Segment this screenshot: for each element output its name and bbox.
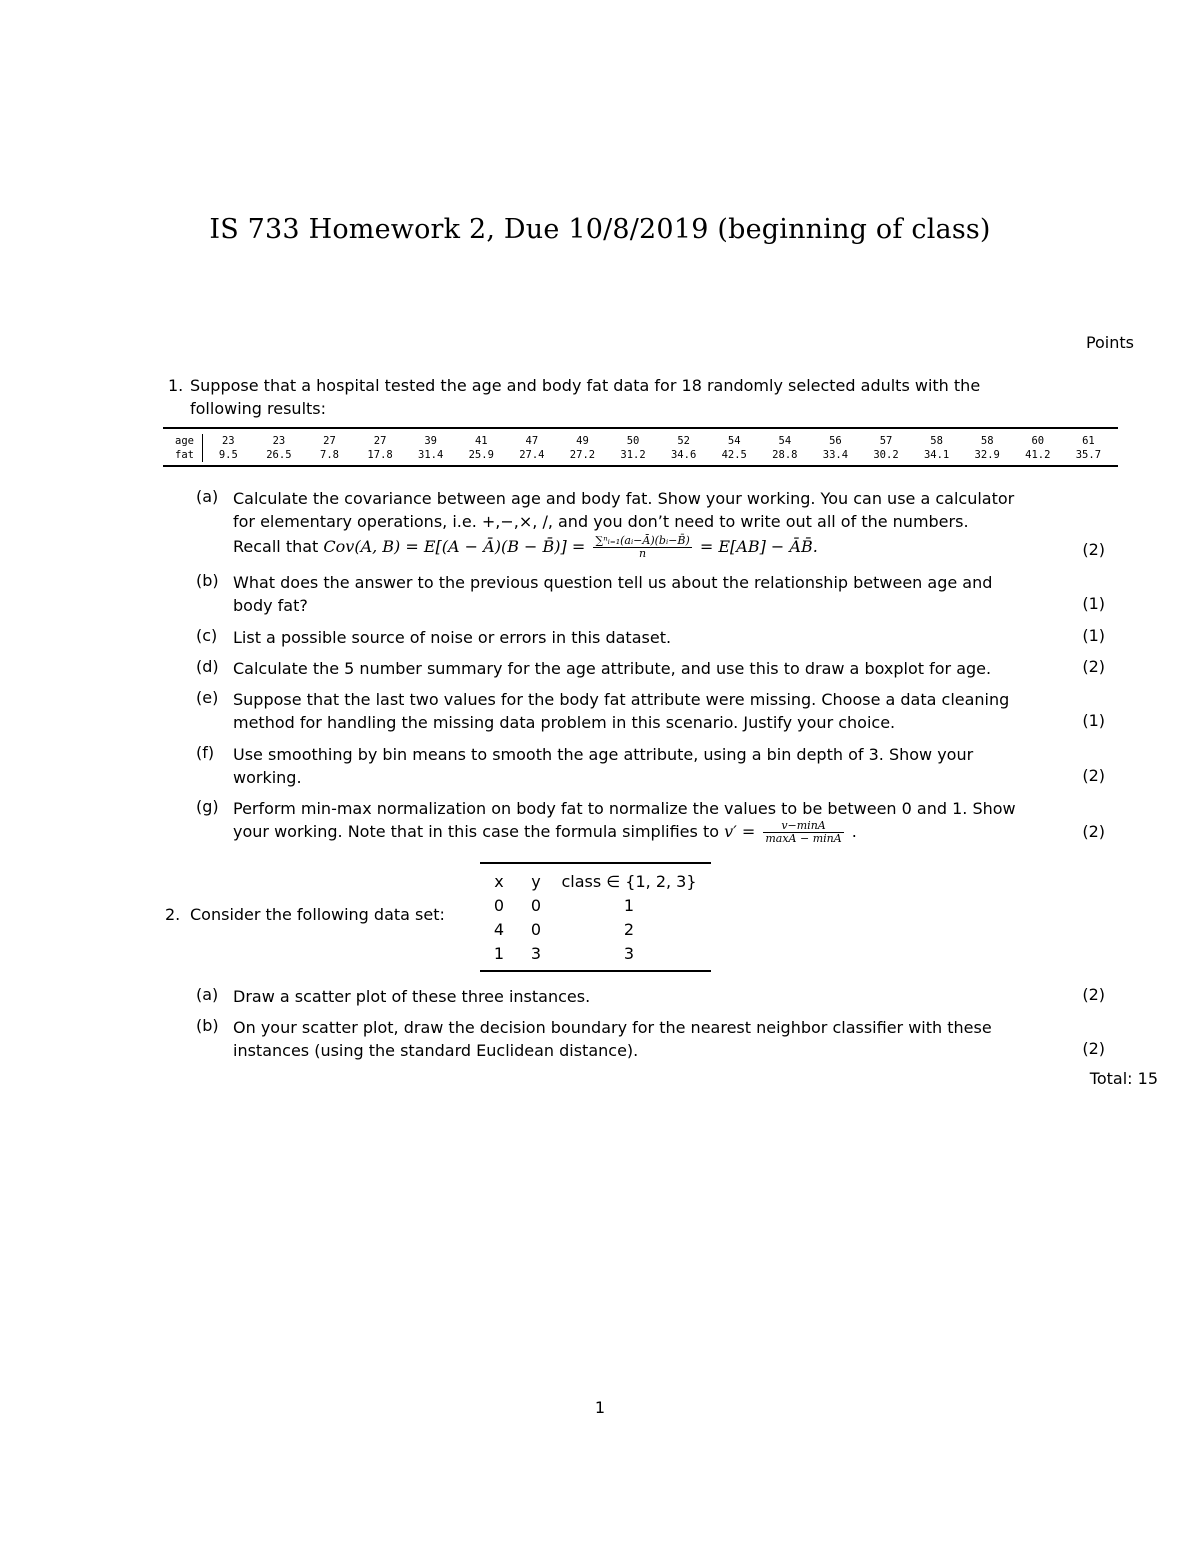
age-cell: 56 [829,435,842,447]
part-2b-text [233,1016,1063,1062]
part-1f-line-2: working. [233,768,302,787]
fat-cell: 7.8 [320,449,339,461]
fat-cell: 33.4 [822,449,849,461]
part-2b-line-2: instances (using the standard Euclidean distance). [233,1041,639,1060]
part-1a-line-1: Calculate the covariance between age and body fat. Show your working. You can use a calculator [233,489,1015,508]
page-number: 1 [594,1398,606,1417]
age-cell: 60 [1031,435,1045,447]
header-y: y [531,872,541,891]
fat-cell: 17.8 [367,449,393,461]
part-2a-letter: (a) [196,985,219,1004]
part-1d-points: (2) [1082,657,1105,676]
header-class: class ∈ {1, 2, 3} [561,872,697,891]
part-2b-letter: (b) [196,1016,219,1035]
part-1f-letter: (f) [196,743,215,762]
table-row [480,894,711,918]
part-1g-line-2-suffix: . [851,822,857,841]
covariance-formula-lhs: Cov(A, B) = E[(A − Ā)(B − B̄)] = [323,537,586,556]
question-1-line-1: Suppose that a hospital tested the age and body fat data for 18 randomly selected adults with the [190,376,981,395]
cell-x: 4 [493,920,505,939]
cell-x: 0 [493,896,505,915]
question-1-number: 1. [168,376,184,395]
cell-class: 1 [623,896,635,915]
fat-cell: 41.2 [1025,449,1051,461]
row-label-fat: fat [163,448,203,462]
cell-class: 3 [623,944,635,963]
age-cell: 54 [727,435,741,447]
part-1g-letter: (g) [196,797,219,816]
row-label-age: age [163,434,203,448]
age-cell: 50 [626,435,640,447]
covariance-denominator: n [639,547,647,560]
age-cell: 58 [930,435,943,447]
q2-data-table [480,862,711,972]
part-1b-points: (1) [1082,594,1105,613]
fat-cell: 35.7 [1075,449,1102,461]
question-2-text: Consider the following data set: [190,905,445,924]
table-row [480,942,711,966]
part-2a-text: Draw a scatter plot of these three instances. [233,987,591,1006]
normalization-formula-lhs: v′ = [724,822,756,841]
part-1g-line-2 [233,820,1063,845]
table-row-age [163,434,1118,448]
part-1b-line-2: body fat? [233,596,308,615]
age-cell: 41 [474,435,488,447]
part-1a-formula-line [233,535,1063,560]
part-1f-line-1: Use smoothing by bin means to smooth the age attribute, using a bin depth of 3. Show your [233,745,974,764]
part-1e-points: (1) [1082,711,1105,730]
part-1d-letter: (d) [196,657,219,676]
table-row [480,918,711,942]
total-value: 15 [1137,1069,1158,1088]
age-cell: 52 [677,435,690,447]
age-cell: 23 [221,435,235,447]
part-1d-text: Calculate the 5 number summary for the age attribute, and use this to draw a boxplot for age. [233,659,992,678]
total-label: Total: [1089,1069,1133,1088]
part-1b-text [233,571,1063,617]
header-x: x [494,872,504,891]
part-1a-text [233,487,1063,560]
fat-cell: 34.6 [670,449,697,461]
age-cell: 58 [980,435,994,447]
cell-y: 3 [530,944,542,963]
age-cell: 23 [272,435,286,447]
age-cell: 49 [576,435,589,447]
fat-cell: 26.5 [266,449,292,461]
fat-cell: 31.2 [620,449,646,461]
covariance-formula-rhs: = E[AB] − ĀB̄. [699,537,818,556]
fat-cell: 25.9 [468,449,494,461]
age-cell: 54 [778,435,792,447]
question-2-number: 2. [165,905,181,924]
fat-cell: 27.4 [519,449,545,461]
part-1e-letter: (e) [196,688,219,707]
part-1c-text: List a possible source of noise or errors in this dataset. [233,628,672,647]
page-title: IS 733 Homework 2, Due 10/8/2019 (beginning of class) [209,214,991,245]
part-1g-line-2-prefix: your working. Note that in this case the formula simplifies to [233,822,719,841]
part-1e-line-1: Suppose that the last two values for the body fat attribute were missing. Choose a data cleaning [233,690,1010,709]
part-2a-points: (2) [1082,985,1105,1004]
question-1-line-2: following results: [190,399,327,418]
covariance-numerator: ∑ⁿᵢ₌₁(aᵢ−Ā)(bᵢ−B̄) [595,534,690,547]
part-1g-line-1: Perform min-max normalization on body fat to normalize the values to be between 0 and 1. Show [233,799,1016,818]
age-cell: 57 [879,435,893,447]
age-cell: 27 [373,435,387,447]
part-1g-points: (2) [1082,822,1105,841]
fat-cell: 32.9 [974,449,1000,461]
recall-prefix: Recall that [233,537,319,556]
table-header-row [480,870,711,894]
part-1a-points: (2) [1082,540,1105,559]
age-cell: 39 [424,435,437,447]
part-1a-line-2: for elementary operations, i.e. +,−,×, /, and you don’t need to write out all of the numbers. [233,512,969,531]
part-1g-text [233,797,1063,845]
part-2b-line-1: On your scatter plot, draw the decision boundary for the nearest neighbor classifier with these [233,1018,992,1037]
covariance-fraction [593,535,691,560]
cell-y: 0 [530,920,542,939]
age-cell: 47 [525,435,539,447]
fat-cell: 31.4 [418,449,444,461]
part-1e-text [233,688,1063,734]
part-1e-line-2: method for handling the missing data problem in this scenario. Justify your choice. [233,713,896,732]
normalization-denominator: maxA − minA [765,832,842,845]
total-points [1090,1069,1158,1088]
part-1f-text [233,743,1063,789]
fat-cell: 27.2 [569,449,596,461]
part-1b-line-1: What does the answer to the previous question tell us about the relationship between age and [233,573,993,592]
part-1c-letter: (c) [196,626,218,645]
points-column-header: Points [1085,333,1134,352]
normalization-numerator: v−minA [763,820,843,833]
fat-cell: 28.8 [772,449,798,461]
cell-x: 1 [493,944,505,963]
cell-class: 2 [623,920,635,939]
part-1a-letter: (a) [196,487,219,506]
fat-cell: 30.2 [873,449,899,461]
age-cell: 27 [323,435,336,447]
fat-cell: 9.5 [218,449,238,461]
fat-cell: 42.5 [721,449,747,461]
part-1c-points: (1) [1082,626,1105,645]
table-row-fat [163,448,1118,462]
part-1f-points: (2) [1082,766,1105,785]
normalization-fraction [763,820,843,845]
fat-cell: 34.1 [923,449,950,461]
age-fat-table [163,427,1118,467]
part-1b-letter: (b) [196,571,219,590]
age-cell: 61 [1082,435,1095,447]
part-2b-points: (2) [1082,1039,1105,1058]
cell-y: 0 [530,896,542,915]
question-1-text [190,374,1070,420]
